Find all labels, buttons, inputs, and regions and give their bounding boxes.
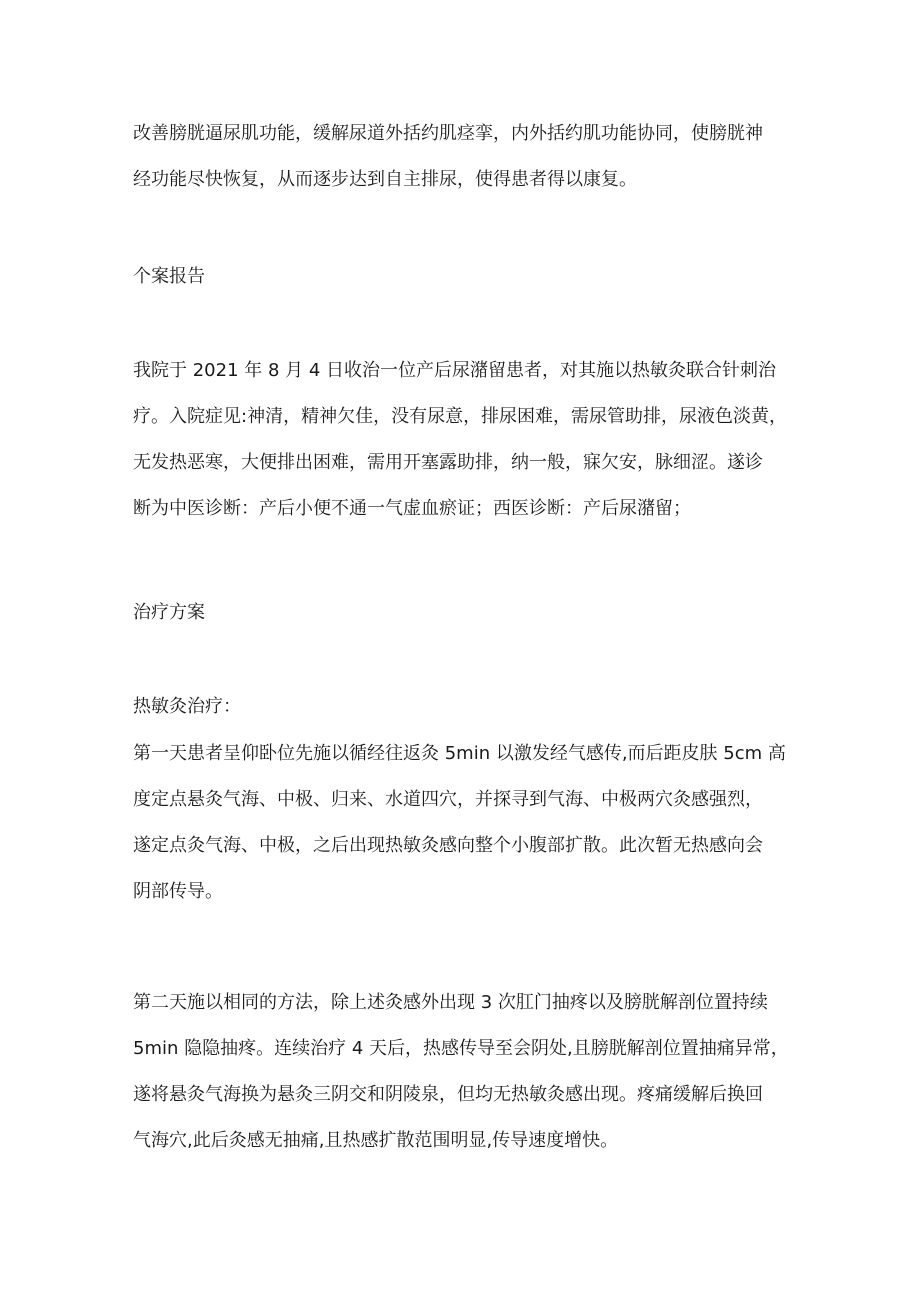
- text-line: 无发热恶寒，大便排出困难，需用开塞露助排，纳一般，寐欠安，脉细涩。遂诊: [133, 452, 763, 473]
- text-line: 疗。入院症见:神清，精神欠佳，没有尿意，排尿困难，需尿管助排，尿液色淡黄，: [133, 406, 788, 427]
- text-line: 阴部传导。: [133, 881, 223, 902]
- moxibustion-heading: 热敏灸治疗：: [133, 696, 241, 717]
- text-line: 改善膀胱逼尿肌功能，缓解尿道外括约肌痉挛，内外括约肌功能协同，使膀胱神: [133, 123, 763, 144]
- day-one-paragraph: [133, 744, 813, 928]
- text-line: 我院于 2021 年 8 月 4 日收治一位产后尿潴留患者，对其施以热敏灸联合针刺治: [133, 360, 777, 381]
- text-line: 遂定点灸气海、中极，之后出现热敏灸感向整个小腹部扩散。此次暂无热感向会: [133, 835, 763, 856]
- text-line: 经功能尽快恢复，从而逐步达到自主排尿，使得患者得以康复。: [133, 169, 637, 190]
- text-line: 遂将悬灸气海换为悬灸三阴交和阴陵泉，但均无热敏灸感出现。疼痛缓解后换回: [133, 1084, 763, 1105]
- case-report-paragraph: [133, 361, 813, 545]
- treatment-plan-heading: 治疗方案: [133, 602, 205, 623]
- text-line: 气海穴,此后灸感无抽痛,且热感扩散范围明显,传导速度增快。: [133, 1130, 619, 1151]
- text-line: 5min 隐隐抽疼。连续治疗 4 天后，热感传导至会阴处,且膀胱解剖位置抽痛异常，: [133, 1038, 789, 1059]
- case-report-heading: 个案报告: [133, 266, 205, 287]
- day-two-paragraph: [133, 993, 813, 1177]
- intro-paragraph: [133, 124, 813, 216]
- text-line: 第二天施以相同的方法，除上述灸感外出现 3 次肛门抽疼以及膀胱解剖位置持续: [133, 992, 768, 1013]
- text-line: 第一天患者呈仰卧位先施以循经往返灸 5min 以激发经气感传,而后距皮肤 5cm 高: [133, 743, 786, 764]
- text-line: 断为中医诊断：产后小便不通一气虚血瘀证；西医诊断：产后尿潴留；: [133, 498, 691, 519]
- text-line: 度定点悬灸气海、中极、归来、水道四穴，并探寻到气海、中极两穴灸感强烈，: [133, 789, 763, 810]
